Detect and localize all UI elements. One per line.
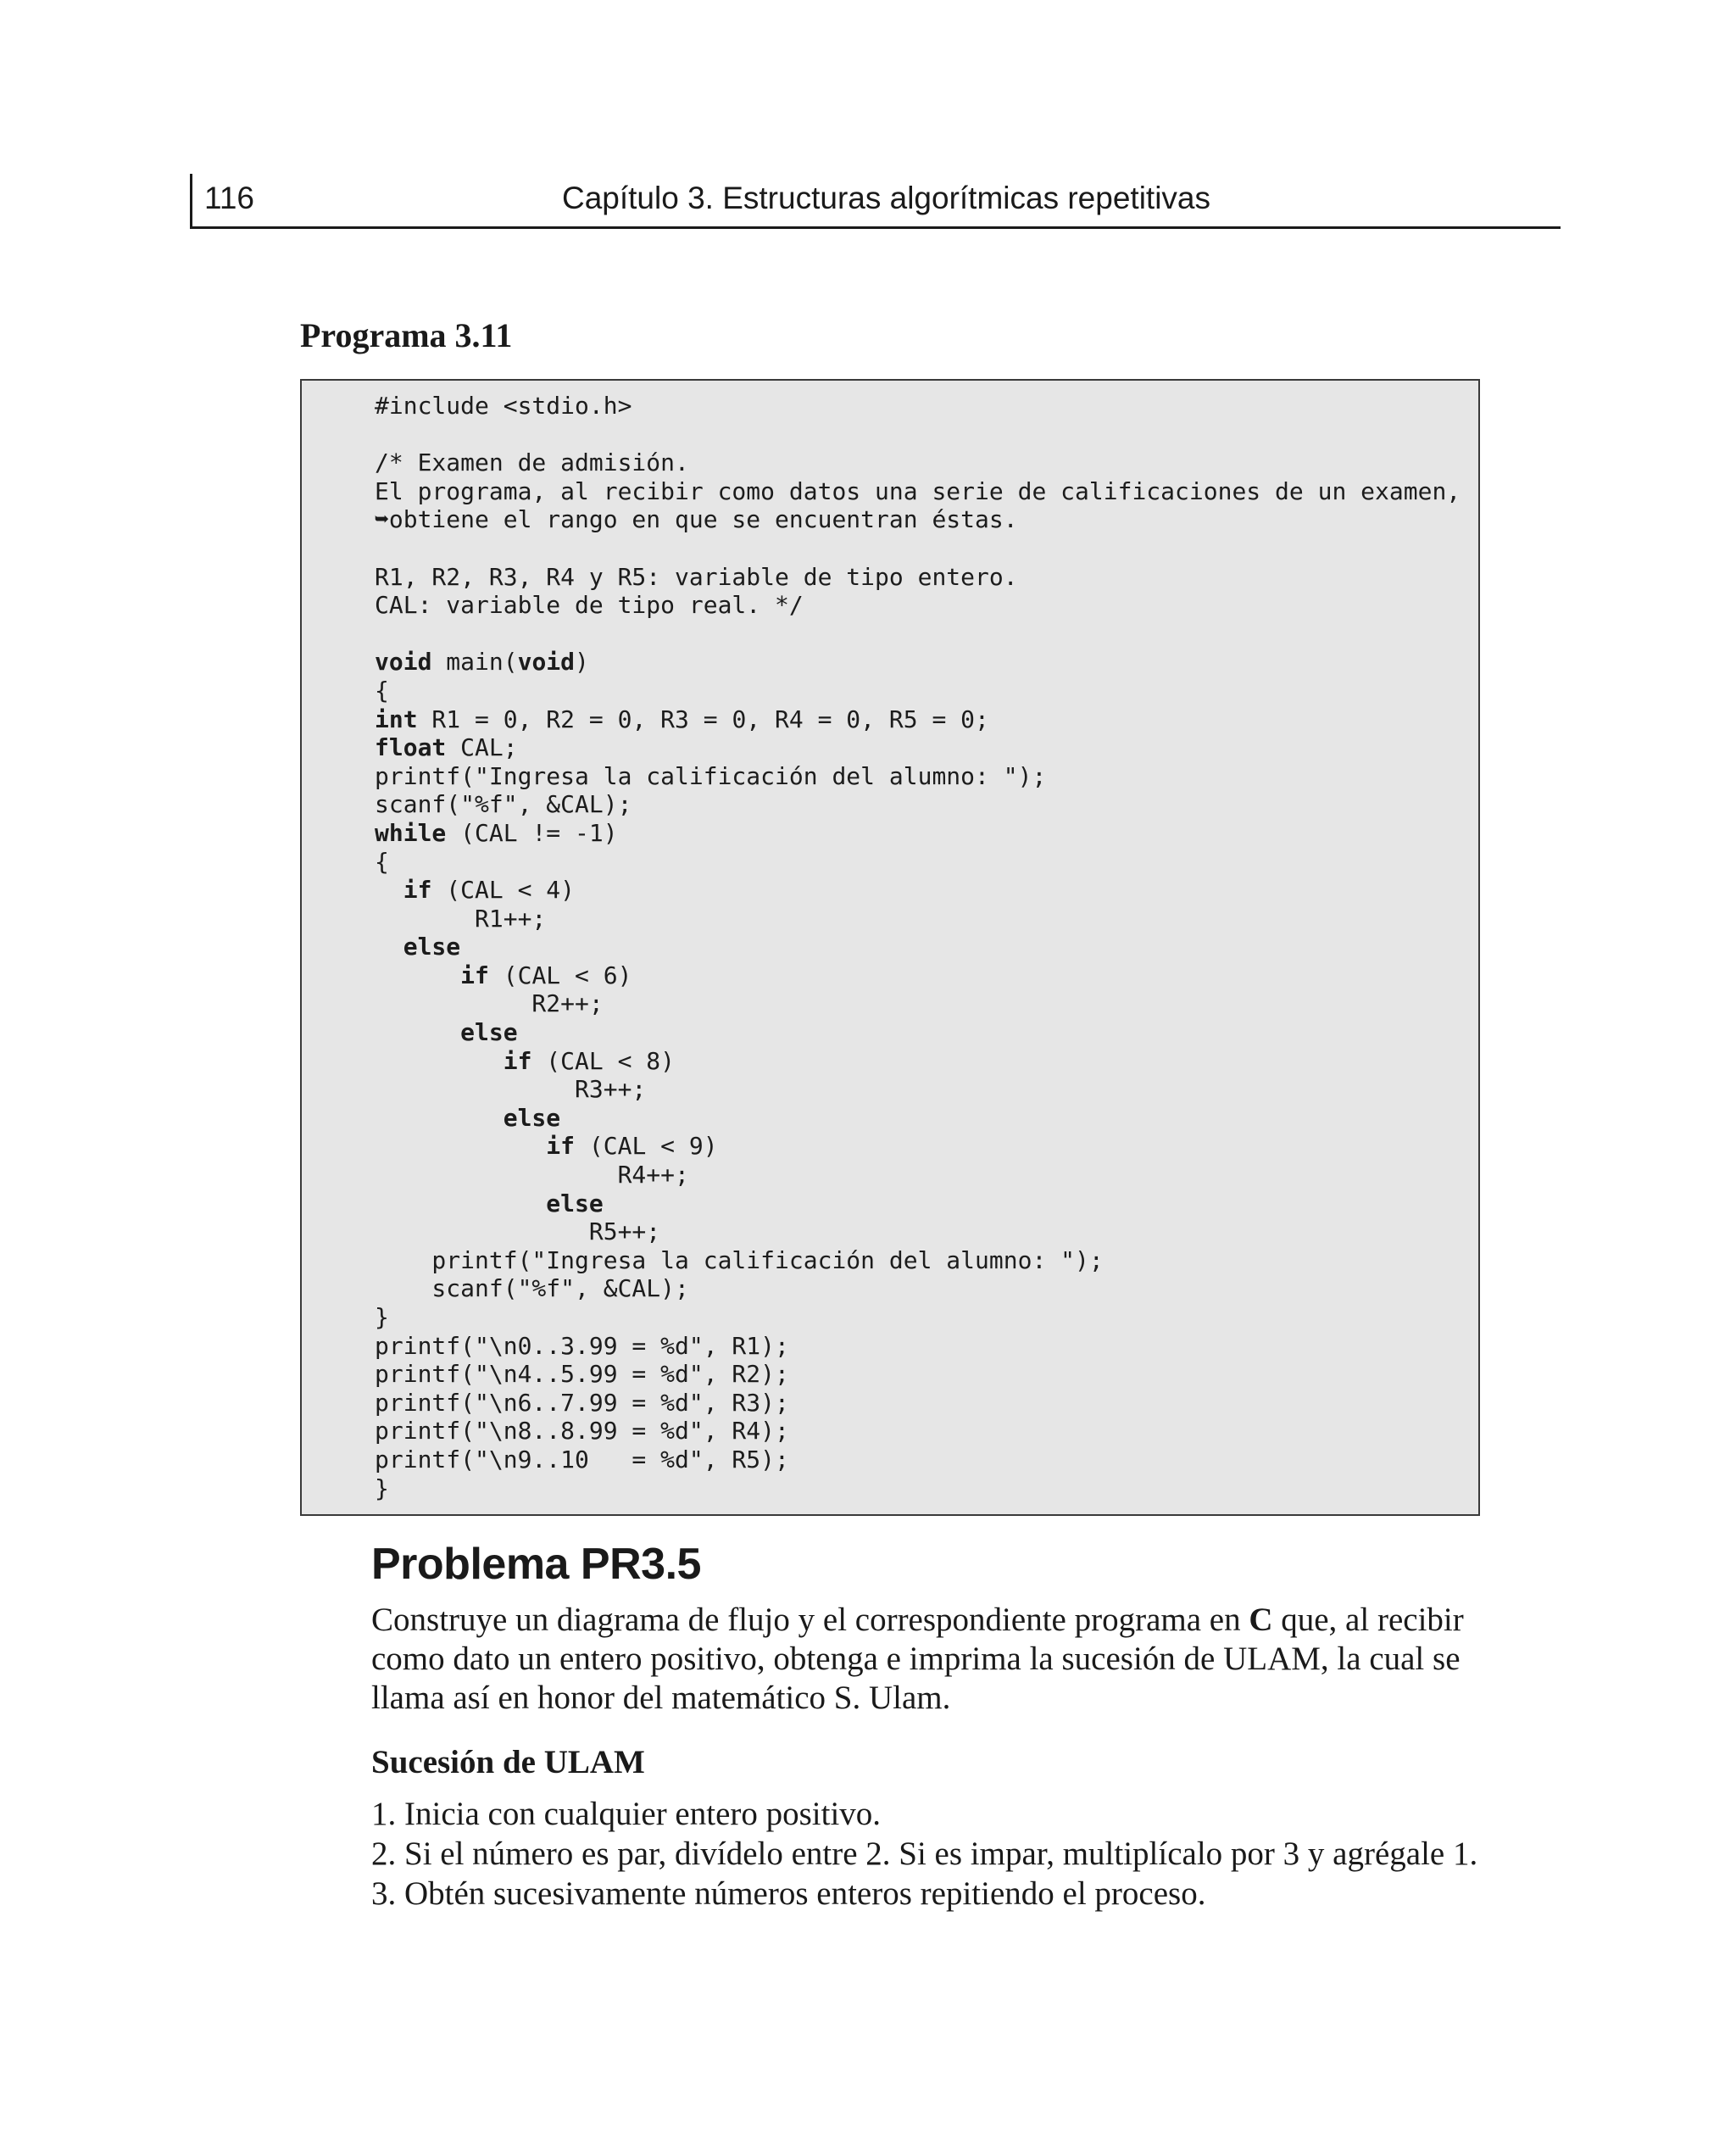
code-line xyxy=(375,1018,1461,1047)
code-text: El programa, al recibir como datos una serie de calificaciones de un examen, xyxy=(375,476,1461,505)
code-line xyxy=(375,1474,1461,1503)
running-head xyxy=(190,174,1561,229)
code-text: /* Examen de admisión. xyxy=(375,448,689,477)
code-keyword: void xyxy=(517,648,576,677)
code-line xyxy=(375,421,1461,449)
problem-title: Problema PR3.5 xyxy=(371,1540,701,1589)
code-text: R1++; xyxy=(375,904,547,933)
code-keyword: float xyxy=(375,733,447,762)
code-line xyxy=(375,933,1461,961)
problem-statement xyxy=(371,1601,1490,1718)
code-text: scanf("%f", &CAL); xyxy=(375,1274,689,1303)
code-text: { xyxy=(375,676,389,705)
code-text: R4++; xyxy=(375,1161,689,1189)
code-text xyxy=(375,961,460,989)
code-keyword: if xyxy=(546,1132,576,1161)
code-text xyxy=(375,1132,546,1160)
code-text xyxy=(375,1189,546,1217)
code-line xyxy=(375,790,1461,819)
code-line xyxy=(375,762,1461,791)
code-line xyxy=(375,1332,1461,1361)
code-line xyxy=(375,620,1461,649)
code-keyword: void xyxy=(375,648,432,677)
code-text: printf("\n4..5.99 = %d", R2); xyxy=(375,1360,789,1389)
program-caption: Programa 3.11 xyxy=(300,316,513,354)
code-text: CAL; xyxy=(446,733,518,762)
code-text: printf("Ingresa la calificación del alumno: "); xyxy=(375,1245,1104,1274)
step-item: 2. Si el número es par, divídelo entre 2. Si es impar, multiplícalo por 3 y agrégale 1. xyxy=(371,1836,1478,1872)
code-text: printf("\n9..10 = %d", R5); xyxy=(375,1445,789,1474)
problem-text-before: Construye un diagrama de flujo y el correspondiente programa en xyxy=(371,1602,1249,1638)
code-line xyxy=(375,648,1461,677)
code-listing xyxy=(300,379,1480,1516)
code-line xyxy=(375,1132,1461,1161)
code-line xyxy=(375,1246,1461,1275)
code-line xyxy=(375,505,1461,534)
code-keyword: while xyxy=(375,818,447,847)
code-line xyxy=(375,534,1461,563)
code-line xyxy=(375,448,1461,477)
code-text: ➥obtiene el rango en que se encuentran éstas. xyxy=(375,505,1018,534)
problem-text-after: que, al recibir como dato un entero positivo, obtenga e imprima la sucesión de ULAM, la cual se llama así en honor del matemático S. Ulam. xyxy=(371,1602,1464,1716)
code-text: R3++; xyxy=(375,1075,647,1104)
code-line xyxy=(375,392,1461,421)
code-keyword: else xyxy=(503,1103,561,1132)
code-text: (CAL < 8) xyxy=(531,1046,676,1075)
code-line xyxy=(375,1389,1461,1418)
code-text: printf("\n8..8.99 = %d", R4); xyxy=(375,1417,789,1446)
code-line xyxy=(375,1360,1461,1389)
code-text: CAL: variable de tipo real. */ xyxy=(375,591,804,620)
code-line xyxy=(375,1303,1461,1332)
code-line xyxy=(375,876,1461,905)
code-keyword: if xyxy=(460,961,489,989)
code-keyword: else xyxy=(403,933,461,961)
code-line xyxy=(375,848,1461,877)
code-text: R1 = 0, R2 = 0, R3 = 0, R4 = 0, R5 = 0; xyxy=(417,705,989,733)
code-line xyxy=(375,819,1461,848)
code-line xyxy=(375,477,1461,506)
code-keyword: else xyxy=(546,1189,604,1217)
code-text xyxy=(375,1018,460,1046)
code-line xyxy=(375,1104,1461,1133)
code-line xyxy=(375,733,1461,762)
code-text: printf("\n0..3.99 = %d", R1); xyxy=(375,1331,789,1360)
code-line xyxy=(375,705,1461,734)
code-text xyxy=(375,876,403,904)
code-text: (CAL < 6) xyxy=(488,961,632,989)
code-text: R1, R2, R3, R4 y R5: variable de tipo entero. xyxy=(375,562,1018,591)
code-text: } xyxy=(375,1303,389,1331)
code-line xyxy=(375,1217,1461,1246)
code-text: #include <stdio.h> xyxy=(375,392,632,420)
chapter-title: Capítulo 3. Estructuras algorítmicas repetitivas xyxy=(562,181,1210,215)
code-line xyxy=(375,1274,1461,1303)
code-text: } xyxy=(375,1474,389,1502)
code-line xyxy=(375,1446,1461,1474)
code-text xyxy=(375,1104,504,1132)
section-heading: Sucesión de ULAM xyxy=(371,1744,645,1780)
code-text: (CAL < 4) xyxy=(431,876,576,905)
code-text: R2++; xyxy=(375,989,604,1018)
code-text: printf("\n6..7.99 = %d", R3); xyxy=(375,1388,789,1417)
code-text: ) xyxy=(575,648,589,677)
code-line xyxy=(375,1417,1461,1446)
code-text xyxy=(375,933,403,961)
code-text: printf("Ingresa la calificación del alumno: "); xyxy=(375,761,1047,790)
code-lines xyxy=(375,392,1461,1502)
code-text xyxy=(375,1047,504,1075)
code-text: main( xyxy=(431,648,518,677)
code-line xyxy=(375,1075,1461,1104)
code-line xyxy=(375,1047,1461,1076)
code-text: R5++; xyxy=(375,1217,661,1246)
step-item: 1. Inicia con cualquier entero positivo. xyxy=(371,1796,882,1832)
steps-list xyxy=(371,1794,1499,1914)
page-number: 116 xyxy=(204,181,254,215)
code-text: (CAL != -1) xyxy=(446,818,618,847)
step-item: 3. Obtén sucesivamente números enteros repitiendo el proceso. xyxy=(371,1875,1206,1912)
problem-text-language: C xyxy=(1249,1602,1273,1638)
code-line xyxy=(375,905,1461,933)
code-line xyxy=(375,961,1461,990)
code-text: (CAL < 9) xyxy=(575,1132,718,1161)
code-line xyxy=(375,563,1461,592)
code-line xyxy=(375,677,1461,705)
code-keyword: if xyxy=(403,876,432,905)
code-keyword: int xyxy=(375,705,418,733)
code-text: scanf("%f", &CAL); xyxy=(375,790,632,819)
code-line xyxy=(375,591,1461,620)
code-keyword: if xyxy=(503,1046,532,1075)
code-line xyxy=(375,1161,1461,1189)
code-line xyxy=(375,989,1461,1018)
code-keyword: else xyxy=(460,1018,518,1047)
code-text: { xyxy=(375,847,389,876)
code-line xyxy=(375,1189,1461,1218)
